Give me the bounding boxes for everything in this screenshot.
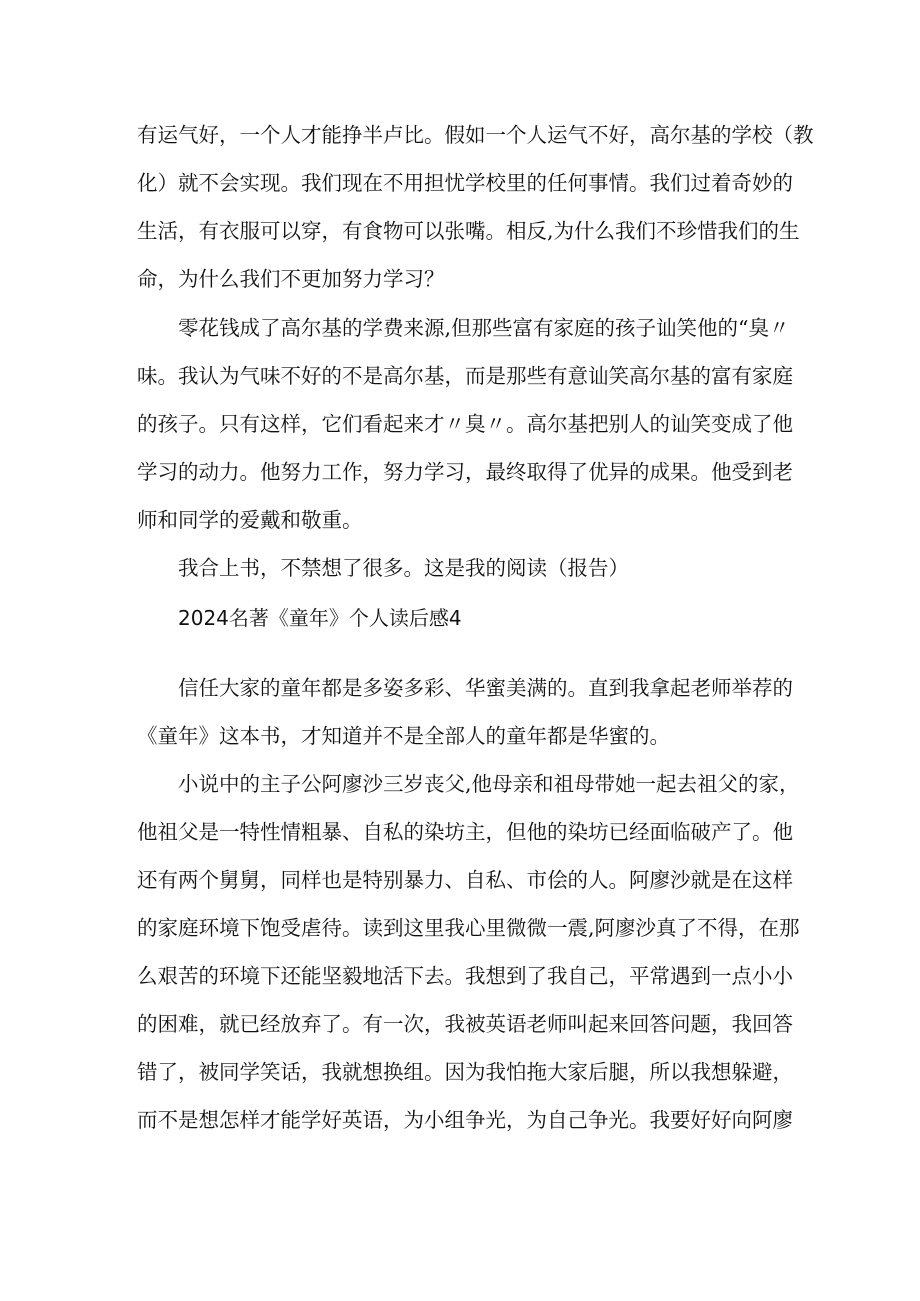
text-line: 而不是想怎样才能学好英语，为小组争光，为自己争光。我要好好向阿廖 [137,1108,793,1132]
text-line: 我合上书，不禁想了很多。这是我的阅读（报告） [178,556,629,580]
text-line: 还有两个舅舅，同样也是特别暴力、自私、市侩的人。阿廖沙就是在这样 [137,868,793,892]
text-line: 零花钱成了高尔基的学费来源,但那些富有家庭的孩子讪笑他的“臭〃 [178,316,790,340]
text-line: 错了，被同学笑话，我就想换组。因为我怕拖大家后腿，所以我想躲避， [137,1060,793,1084]
section-heading: 2024名著《童年》个人读后感4 [178,606,462,630]
text-line: 《童年》这本书，才知道并不是全部人的童年都是华蜜的。 [137,724,670,748]
text-line: 的家庭环境下饱受虐待。读到这里我心里微微一震,阿廖沙真了不得，在那 [137,916,800,940]
text-line: 化）就不会实现。我们现在不用担忧学校里的任何事情。我们过着奇妙的 [137,171,793,195]
text-line: 生活，有衣服可以穿，有食物可以张嘴。相反,为什么我们不珍惜我们的生 [137,219,800,243]
text-line: 小说中的主子公阿廖沙三岁丧父,他母亲和祖母带她一起去祖父的家， [178,772,800,796]
text-line: 味。我认为气味不好的不是高尔基，而是那些有意讪笑高尔基的富有家庭 [137,364,793,388]
text-line: 有运气好，一个人才能挣半卢比。假如一个人运气不好，高尔基的学校（教 [137,123,814,147]
text-line: 学习的动力。他努力工作，努力学习，最终取得了优异的成果。他受到老 [137,460,793,484]
text-line: 师和同学的爱戴和敬重。 [137,508,363,532]
text-line: 命，为什么我们不更加努力学习？ [137,267,445,291]
text-line: 他祖父是一特性情粗暴、自私的染坊主，但他的染坊已经面临破产了。他 [137,820,793,844]
text-line: 的困难，就已经放弃了。有一次，我被英语老师叫起来回答问题，我回答 [137,1012,793,1036]
text-line: 信任大家的童年都是多姿多彩、华蜜美满的。直到我拿起老师举荐的 [178,676,793,700]
text-line: 的孩子。只有这样，它们看起来才〃臭〃。高尔基把别人的讪笑变成了他 [137,412,793,436]
text-line: 么艰苦的环境下还能坚毅地活下去。我想到了我自己，平常遇到一点小小 [137,964,793,988]
